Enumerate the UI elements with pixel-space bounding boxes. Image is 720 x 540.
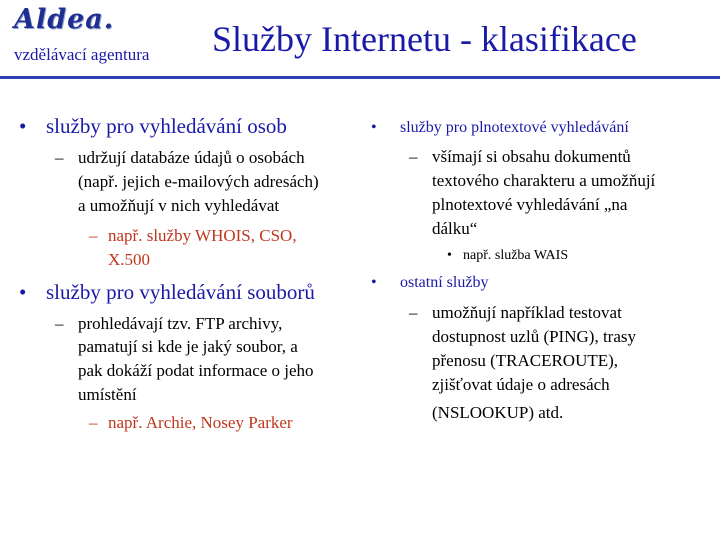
left-bullet2-desc-line: prohledávají tzv. FTP archivy, <box>78 314 283 333</box>
left-bullet1-heading: služby pro vyhledávání osob <box>46 114 287 138</box>
dash-marker: – <box>89 413 98 432</box>
agency-name: vzdělávací agentura <box>14 45 150 64</box>
right-bullet2-desc-line: zjišťovat údaje o adresách <box>432 375 610 394</box>
left-bullet2-desc-line: pamatují si kde je jaký soubor, a <box>78 337 298 356</box>
bullet-marker: • <box>371 119 377 136</box>
right-bullet1-example: např. služba WAIS <box>463 248 569 263</box>
left-bullet2-desc-line: pak dokáží podat informace o jeho <box>78 361 314 380</box>
right-bullet1-desc-line: všímají si obsahu dokumentů <box>432 147 631 166</box>
dash-marker: – <box>55 148 64 167</box>
dash-marker: – <box>409 303 418 322</box>
page-title: Služby Internetu - klasifikace <box>212 19 637 59</box>
right-bullet1-desc-line: plnotextové vyhledávání „na <box>432 195 628 214</box>
left-bullet2-heading: služby pro vyhledávání souborů <box>46 280 315 304</box>
right-bullet1-heading: služby pro plnotextové vyhledávání <box>400 119 629 136</box>
dash-marker: – <box>55 314 64 333</box>
left-bullet1-desc-line: udržují databáze údajů o osobách <box>78 148 305 167</box>
right-bullet1-desc-line: textového charakteru a umožňují <box>432 171 656 190</box>
right-bullet2-heading: ostatní služby <box>400 274 489 291</box>
bullet-marker: • <box>371 274 377 291</box>
right-bullet2-desc-line: dostupnost uzlů (PING), trasy <box>432 327 636 346</box>
left-bullet1-desc-line: a umožňují v nich vyhledávat <box>78 196 280 215</box>
bullet-marker: • <box>19 280 27 304</box>
left-bullet1-example-line: X.500 <box>108 250 151 269</box>
left-bullet2-example-line: např. Archie, Nosey Parker <box>108 413 293 432</box>
right-bullet2-desc-line: přenosu (TRACEROUTE), <box>432 351 619 370</box>
logo: Aldea. <box>14 4 115 35</box>
right-bullet2-desc-line: (NSLOOKUP) atd. <box>432 403 564 422</box>
title-divider <box>0 76 720 79</box>
right-bullet1-desc-line: dálku“ <box>432 219 478 238</box>
left-bullet1-desc-line: (např. jejich e-mailových adresách) <box>78 172 319 191</box>
left-bullet1-example-line: např. služby WHOIS, CSO, <box>108 226 297 245</box>
bullet-marker: • <box>19 114 27 138</box>
right-bullet2-desc-line: umožňují například testovat <box>432 303 622 322</box>
bullet-marker: • <box>447 248 452 263</box>
dash-marker: – <box>89 226 98 245</box>
dash-marker: – <box>409 147 418 166</box>
left-bullet2-desc-line: umístění <box>78 385 137 404</box>
